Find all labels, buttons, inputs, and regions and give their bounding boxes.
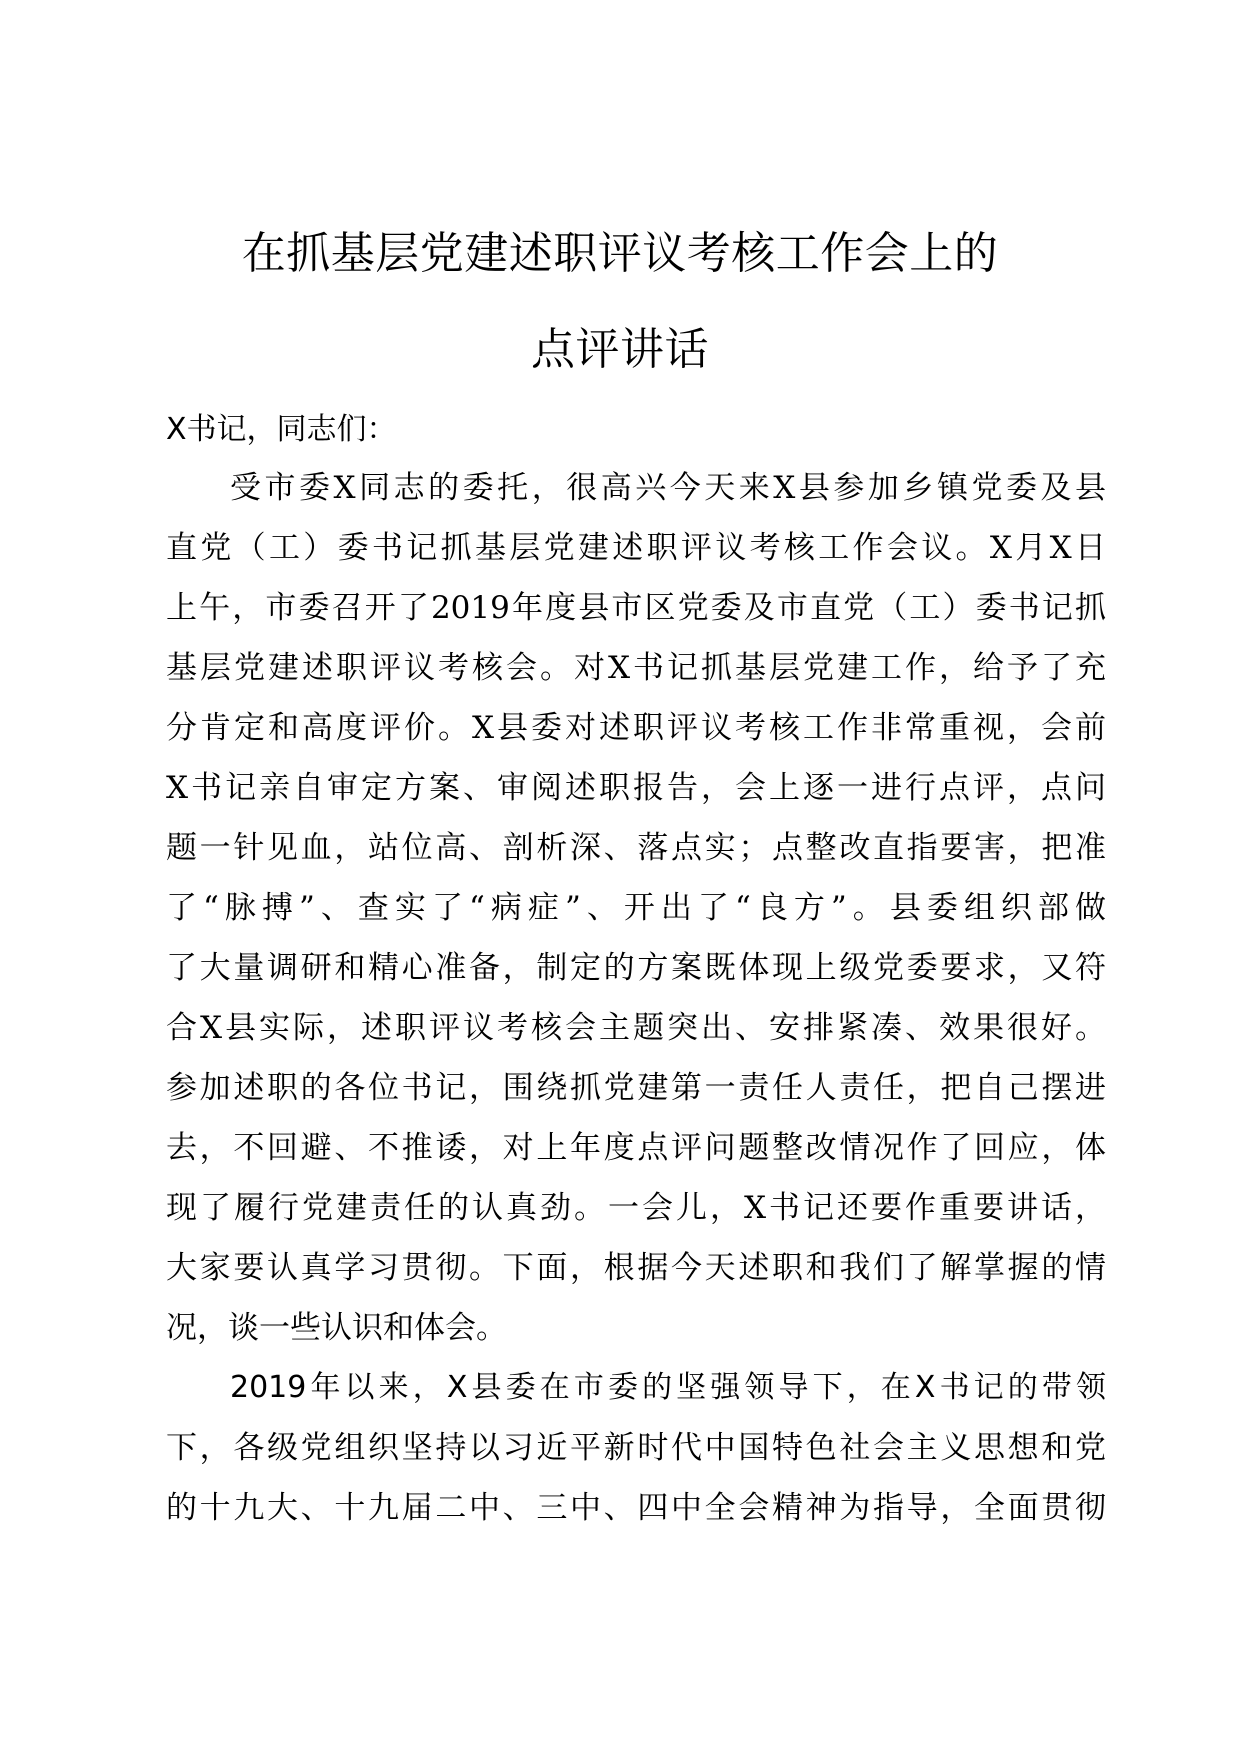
paragraph-1-line: 合X县实际，述职评议考核会主题突出、安排紧凑、效果很好。 [166, 1010, 1106, 1046]
paragraph-1-line: 基层党建述职评议考核会。对X书记抓基层党建工作，给予了充 [166, 650, 1106, 686]
paragraph-2-line: 的十九大、十九届二中、三中、四中全会精神为指导，全面贯彻 [166, 1490, 1106, 1526]
document-title [140, 228, 1100, 375]
salutation: X书记，同志们： [166, 412, 397, 447]
paragraph-1-line: 受市委X同志的委托，很高兴今天来X县参加乡镇党委及县 [230, 470, 1106, 506]
paragraph-2-line: 2019年以来，X县委在市委的坚强领导下，在X书记的带领 [230, 1370, 1106, 1405]
paragraph-1-line: 况，谈一些认识和体会。 [166, 1310, 507, 1346]
paragraph-2-line: 下，各级党组织坚持以习近平新时代中国特色社会主义思想和党 [166, 1430, 1106, 1466]
paragraph-1-line: 分肯定和高度评价。X县委对述职评议考核工作非常重视，会前 [166, 710, 1106, 746]
paragraph-1-line: 了“脉搏”、查实了“病症”、开出了“良方”。县委组织部做 [166, 890, 1106, 926]
paragraph-1-line: 现了履行党建责任的认真劲。一会儿，X书记还要作重要讲话， [166, 1190, 1106, 1226]
paragraph-1-line: X书记亲自审定方案、审阅述职报告，会上逐一进行点评，点问 [166, 770, 1106, 806]
title-line-2: 点评讲话 [531, 324, 709, 375]
title-line-1: 在抓基层党建述职评议考核工作会上的 [241, 228, 999, 279]
paragraph-1-line: 直党（工）委书记抓基层党建述职评议考核工作会议。X月X日 [166, 530, 1106, 566]
paragraph-1-line: 大家要认真学习贯彻。下面，根据今天述职和我们了解掌握的情 [166, 1250, 1106, 1286]
paragraph-1-line: 了大量调研和精心准备，制定的方案既体现上级党委要求，又符 [166, 950, 1106, 986]
paragraph-1-line: 参加述职的各位书记，围绕抓党建第一责任人责任，把自己摆进 [166, 1070, 1106, 1106]
paragraph-1-line: 上午，市委召开了2019年度县市区党委及市直党（工）委书记抓 [166, 590, 1106, 626]
paragraph-1-line: 题一针见血，站位高、剖析深、落点实；点整改直指要害，把准 [166, 830, 1106, 866]
paragraph-1-line: 去，不回避、不推诿，对上年度点评问题整改情况作了回应，体 [166, 1130, 1106, 1166]
